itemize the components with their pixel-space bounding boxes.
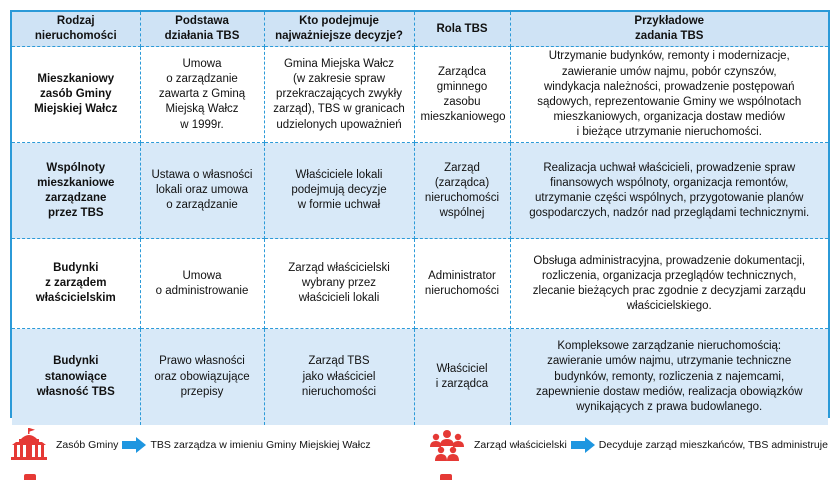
table-row [12, 239, 828, 329]
cell-basis: Umowa o zarządzanie zawarta z Gminą Miejską Wałcz w 1999r. [140, 47, 264, 143]
header-role: Rola TBS [414, 12, 510, 47]
arrow-right-icon [571, 437, 595, 453]
cell-basis: Prawo własności oraz obowiązujące przepisy [140, 329, 264, 425]
header-decisions: Kto podejmuje najważniejsze decyzje? [264, 12, 414, 47]
legend-item-owners-board [428, 428, 828, 462]
cell-property-type: Wspólnoty mieszkaniowe zarządzane przez TBS [12, 143, 140, 239]
cell-property-type: Budynki stanowiące własność TBS [12, 329, 140, 425]
cell-decisions: Zarząd TBS jako właściciel nieruchomości [264, 329, 414, 425]
cell-property-type: Budynki z zarządem właścicielskim [12, 239, 140, 329]
cell-tasks: Obsługa administracyjna, prowadzenie dokumentacji, rozliczenia, organizacja przeglądów technicznych, zlecanie bieżących prac zgodnie z decyzjami zarządu właścicielskiego. [510, 239, 828, 329]
cell-tasks: Realizacja uchwał właścicieli, prowadzenie spraw finansowych wspólnoty, organizacja remontów, utrzymanie części wspólnych, przygotowanie planów gospodarczych, nadzór nad przeglądami technicznymi. [510, 143, 828, 239]
town-hall-icon [10, 428, 48, 462]
legend-item-municipal [10, 428, 371, 462]
header-property-type: Rodzaj nieruchomości [12, 12, 140, 47]
cell-decisions: Gmina Miejska Wałcz (w zakresie spraw przekraczających zwykły zarząd), TBS w granicach udzielonych upoważnień [264, 47, 414, 143]
arrow-right-icon [122, 437, 146, 453]
legend-label: Zarząd właścicielski [474, 439, 567, 451]
comparison-table-frame [10, 10, 830, 418]
cell-decisions: Właściciele lokali podejmują decyzje w formie uchwał [264, 143, 414, 239]
cell-role: Zarząd (zarządca) nieruchomości wspólnej [414, 143, 510, 239]
town-hall-icon-partial [24, 474, 36, 480]
table-row [12, 143, 828, 239]
people-group-icon [428, 428, 466, 462]
header-tasks: Przykładowe zadania TBS [510, 12, 828, 47]
header-basis: Podstawa działania TBS [140, 12, 264, 47]
legend-description: Decyduje zarząd mieszkańców, TBS administruje [598, 439, 828, 451]
cell-tasks: Utrzymanie budynków, remonty i modernizacje, zawieranie umów najmu, pobór czynszów, windykacja należności, prowadzenie postępowań sądowych, reprezentowanie Gminy we wspólnotach mieszkaniowych, organizacja dostaw mediów i bieżące utrzymanie nieruchomości. [510, 47, 828, 143]
cell-role: Właściciel i zarządca [414, 329, 510, 425]
table-row [12, 47, 828, 143]
comparison-table [12, 12, 828, 425]
cell-role: Zarządca gminnego zasobu mieszkaniowego [414, 47, 510, 143]
people-group-icon-partial [440, 474, 452, 480]
table-row [12, 329, 828, 425]
cell-property-type: Mieszkaniowy zasób Gminy Miejskiej Wałcz [12, 47, 140, 143]
table-header-row [12, 12, 828, 47]
cell-role: Administrator nieruchomości [414, 239, 510, 329]
legend [0, 428, 840, 480]
cell-tasks: Kompleksowe zarządzanie nieruchomością: zawieranie umów najmu, utrzymanie techniczne budynków, remonty, rozliczenia z najemcami, zapewnienie dostaw mediów, realizacja obowiązków wynikających z prawa budowlanego. [510, 329, 828, 425]
legend-description: TBS zarządza w imieniu Gminy Miejskiej Wałcz [150, 439, 371, 451]
cell-decisions: Zarząd właścicielski wybrany przez właścicieli lokali [264, 239, 414, 329]
cell-basis: Umowa o administrowanie [140, 239, 264, 329]
legend-label: Zasób Gminy [56, 439, 119, 451]
cell-basis: Ustawa o własności lokali oraz umowa o zarządzanie [140, 143, 264, 239]
